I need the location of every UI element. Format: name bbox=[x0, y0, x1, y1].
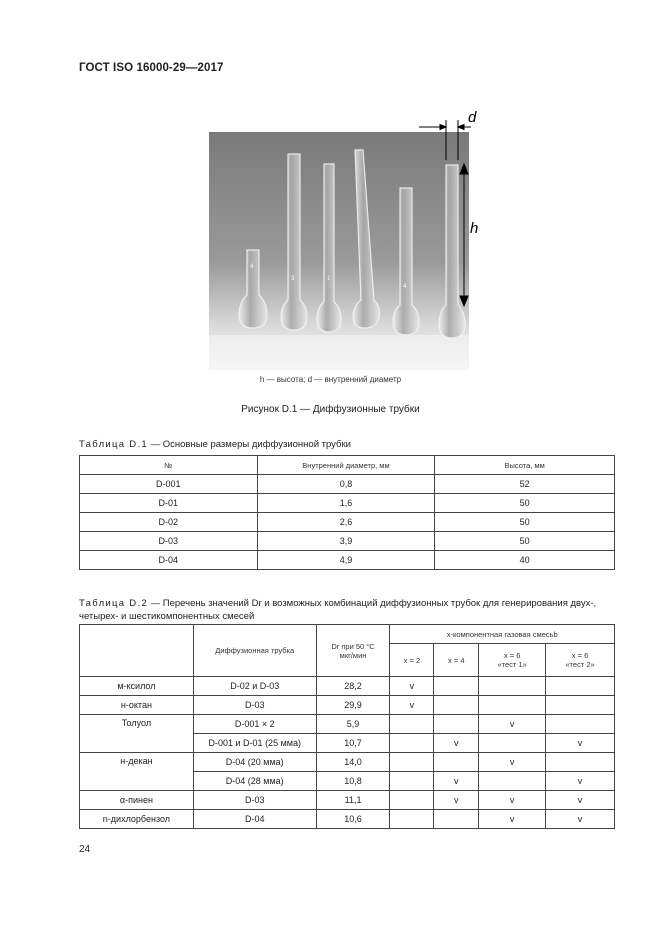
cell: 2,6 bbox=[257, 513, 435, 532]
cell: 50 bbox=[435, 513, 615, 532]
cell: v bbox=[390, 696, 434, 715]
table-row bbox=[80, 677, 615, 696]
cell: 0,8 bbox=[257, 475, 435, 494]
table-row bbox=[80, 475, 615, 494]
cell: 3,9 bbox=[257, 532, 435, 551]
cell bbox=[479, 696, 546, 715]
table-header-row bbox=[80, 625, 615, 644]
cell: 10,8 bbox=[316, 772, 390, 791]
cell: D-04 (20 ммa) bbox=[193, 753, 316, 772]
tube-label: 4 bbox=[250, 264, 254, 270]
cell: n-дихлорбензол bbox=[80, 810, 194, 829]
cell bbox=[434, 696, 479, 715]
cell: Толуол bbox=[80, 715, 194, 753]
d-label: d bbox=[468, 110, 477, 126]
cell: н-декан bbox=[80, 753, 194, 791]
table2-title: Таблица D.2 — Перечень значений Dr и возможных комбинаций диффузионных трубок для генерирования двух-, четырех- и шестикомпонентных смесей bbox=[79, 598, 597, 622]
cell: v bbox=[434, 772, 479, 791]
cell: D-04 bbox=[193, 810, 316, 829]
h-label: h bbox=[470, 220, 479, 237]
page-number: 24 bbox=[79, 844, 91, 855]
cell: 50 bbox=[435, 532, 615, 551]
col-header: x = 4 bbox=[434, 644, 479, 677]
cell: v bbox=[546, 734, 615, 753]
col-header: x = 6 «тест 2» bbox=[546, 644, 615, 677]
table-header-row bbox=[80, 456, 615, 475]
cell bbox=[434, 677, 479, 696]
cell: v bbox=[479, 810, 546, 829]
tube-label: 1 bbox=[327, 276, 331, 282]
cell: D-001 × 2 bbox=[193, 715, 316, 734]
col-header: Высота, мм bbox=[435, 456, 615, 475]
cell bbox=[479, 677, 546, 696]
cell: v bbox=[546, 810, 615, 829]
cell: 1,6 bbox=[257, 494, 435, 513]
cell: м-ксилол bbox=[80, 677, 194, 696]
cell: v bbox=[479, 791, 546, 810]
col-header: x = 2 bbox=[390, 644, 434, 677]
cell bbox=[390, 810, 434, 829]
cell: v bbox=[479, 753, 546, 772]
cell: D-04 (28 ммa) bbox=[193, 772, 316, 791]
cell: 5,9 bbox=[316, 715, 390, 734]
cell: D-01 bbox=[80, 494, 258, 513]
col-header: Внутренний диаметр, мм bbox=[257, 456, 435, 475]
table-row bbox=[80, 551, 615, 570]
cell: D-02 bbox=[80, 513, 258, 532]
cell: 14,0 bbox=[316, 753, 390, 772]
table-row bbox=[80, 715, 615, 734]
col-header: Dr при 50 °C мкг/мин bbox=[316, 625, 390, 677]
cell: 11,1 bbox=[316, 791, 390, 810]
figure-legend: h — высота; d — внутренний диаметр bbox=[259, 375, 402, 384]
cell: 28,2 bbox=[316, 677, 390, 696]
cell bbox=[390, 734, 434, 753]
cell: v bbox=[434, 791, 479, 810]
table-row bbox=[80, 791, 615, 810]
table-d2 bbox=[79, 624, 615, 829]
col-header: Диффузионная трубка bbox=[193, 625, 316, 677]
cell: v bbox=[546, 791, 615, 810]
cell: н-октан bbox=[80, 696, 194, 715]
cell: 10,6 bbox=[316, 810, 390, 829]
cell: D-02 и D-03 bbox=[193, 677, 316, 696]
cell bbox=[479, 772, 546, 791]
cell: 4,9 bbox=[257, 551, 435, 570]
cell bbox=[479, 734, 546, 753]
table-d1 bbox=[79, 455, 615, 570]
col-header: x = 6 «тест 1» bbox=[479, 644, 546, 677]
cell: 29,9 bbox=[316, 696, 390, 715]
cell bbox=[390, 715, 434, 734]
cell: D-001 и D-01 (25 ммa) bbox=[193, 734, 316, 753]
table-row bbox=[80, 532, 615, 551]
table-row bbox=[80, 753, 615, 772]
cell: 40 bbox=[435, 551, 615, 570]
cell: v bbox=[390, 677, 434, 696]
figure-caption: Рисунок D.1 — Диффузионные трубки bbox=[241, 404, 420, 415]
cell: D-03 bbox=[80, 532, 258, 551]
cell: D-04 bbox=[80, 551, 258, 570]
cell: α-пинен bbox=[80, 791, 194, 810]
diffusion-tubes-photo bbox=[209, 110, 489, 370]
cell: 52 bbox=[435, 475, 615, 494]
cell bbox=[434, 810, 479, 829]
cell bbox=[546, 753, 615, 772]
table-row bbox=[80, 696, 615, 715]
cell: D-03 bbox=[193, 696, 316, 715]
table-row bbox=[80, 494, 615, 513]
cell bbox=[546, 677, 615, 696]
cell: D-001 bbox=[80, 475, 258, 494]
cell: v bbox=[546, 772, 615, 791]
cell: v bbox=[479, 715, 546, 734]
document-header: ГОСТ ISO 16000-29—2017 bbox=[79, 62, 224, 74]
cell bbox=[390, 753, 434, 772]
tube-label: 4 bbox=[403, 284, 407, 290]
cell bbox=[434, 715, 479, 734]
cell: D-03 bbox=[193, 791, 316, 810]
tube-label: 3 bbox=[291, 276, 295, 282]
cell bbox=[546, 715, 615, 734]
table-row bbox=[80, 810, 615, 829]
table-row bbox=[80, 513, 615, 532]
cell: v bbox=[434, 734, 479, 753]
col-header: № bbox=[80, 456, 258, 475]
cell bbox=[390, 772, 434, 791]
cell bbox=[546, 696, 615, 715]
cell: 10,7 bbox=[316, 734, 390, 753]
cell bbox=[434, 753, 479, 772]
table1-title: Таблица D.1 — Основные размеры диффузионной трубки bbox=[79, 439, 351, 450]
cell bbox=[390, 791, 434, 810]
cell: 50 bbox=[435, 494, 615, 513]
col-group-header: x-компонентная газовая смесьb bbox=[390, 625, 615, 644]
